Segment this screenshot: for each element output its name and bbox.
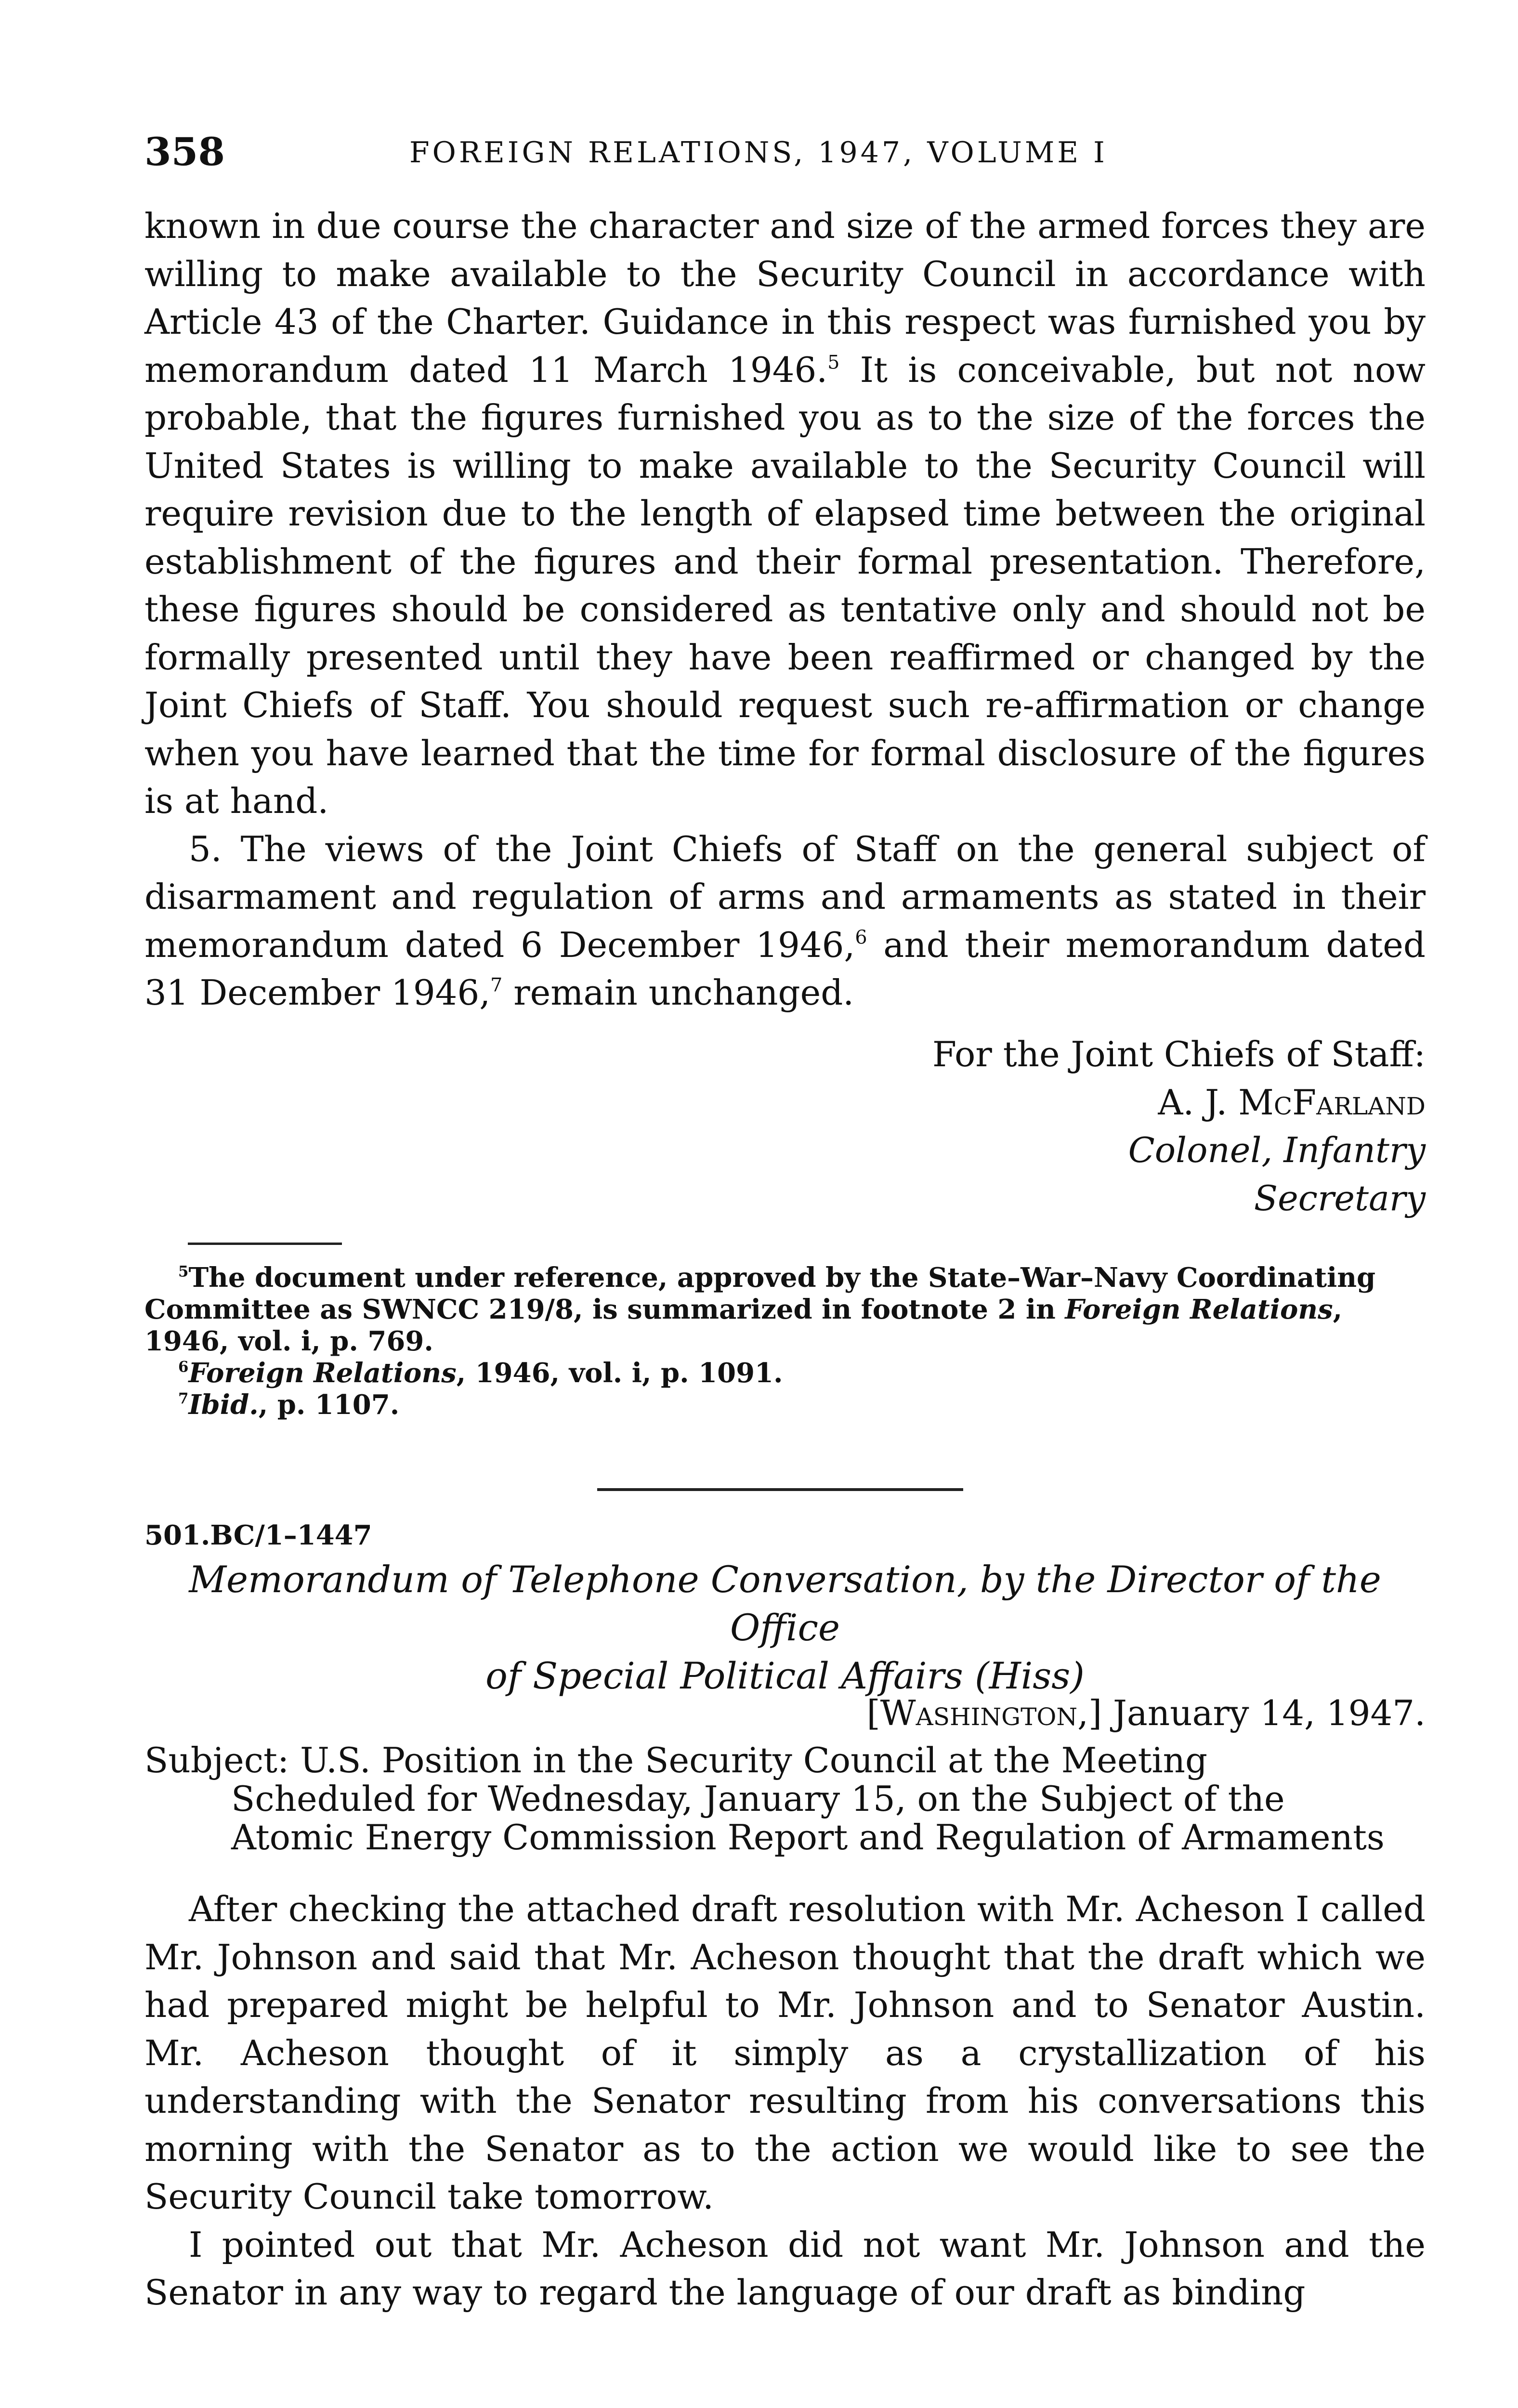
continuation-text: [144, 202, 1426, 1017]
page-number: 358: [144, 129, 225, 174]
dateline: [867, 1693, 1426, 1733]
document-title-line-2: of Special Political Affairs (Hiss): [485, 1654, 1085, 1697]
dateline-date: January 14, 1947.: [1102, 1693, 1426, 1733]
memo-paragraph-1: After checking the attached draft resolution with Mr. Acheson I called Mr. Johnson and said that Mr. Acheson thought that the draft which we had prepared might be helpful to Mr. Johnson and to Senator Austin. Mr. Acheson thought of it simply as a crystallization of his understanding with the Senator resulting from his conversations this morning with the Senator as to the action we would like to see the Security Council take tomorrow.: [144, 1889, 1426, 2217]
subject-line-2: Scheduled for Wednesday, January 15, on the Subject of the: [231, 1779, 1285, 1819]
footnote-7: $^7$Ibid., p. 1107.: [178, 1389, 400, 1421]
memo-text: [144, 1885, 1426, 2317]
paragraph-4: known in due course the character and size of the armed forces they are willing to make available to the Security Council in accordance with Article 43 of the Charter. Guidance in this respect was furnished you by memorandum dated 11 March 1946.$^5$ It is conceivable, but not now probable, that the figures furnished you as to the size of the forces the United States is willing to make available to the Security Council will require revision due to the length of elapsed time between the original establishment of the figures and their formal presentation. Therefore, these figures should be considered as tentative only and should not be formally presented until they have been reaffirmed or changed by the Joint Chiefs of Staff. You should request such re-affirmation or change when you have learned that the time for formal disclosure of the figures is at hand.: [144, 206, 1426, 821]
subject-line-3: Atomic Energy Commission Report and Regulation of Armaments: [231, 1817, 1385, 1858]
signature-rank: Colonel, Infantry: [1128, 1130, 1426, 1170]
signature-block: [932, 1031, 1426, 1222]
footnotes: [144, 1262, 1426, 1421]
paragraph-5: 5. The views of the Joint Chiefs of Staff on the general subject of disarmament and regulation of arms and armaments as stated in their memorandum dated 6 December 1946,$^6$ and their memorandum dated 31 December 1946,$^7$ remain unchanged.: [144, 828, 1426, 1013]
footnote-divider: [188, 1243, 342, 1245]
running-title: FOREIGN RELATIONS, 1947, VOLUME I: [409, 136, 1108, 170]
footnote-6: $^6$Foreign Relations, 1946, vol. i, p. 1091.: [178, 1357, 783, 1389]
page-header: [144, 129, 1426, 177]
signature-for-line: For the Joint Chiefs of Staff:: [932, 1034, 1426, 1074]
document-title: [144, 1556, 1426, 1700]
memo-paragraph-2: I pointed out that Mr. Acheson did not want Mr. Johnson and the Senator in any way to regard the language of our draft as binding: [144, 2224, 1426, 2313]
subject-label: Subject:: [144, 1740, 301, 1780]
signature-title: Secretary: [1254, 1178, 1426, 1218]
signature-name: A. J. McFarland: [1158, 1082, 1426, 1123]
file-number: 501.BC/1–1447: [144, 1519, 372, 1551]
footnote-ref-6: 6: [855, 926, 867, 948]
subject-block: [144, 1741, 1426, 1857]
footnote-ref-5: 5: [827, 351, 840, 373]
section-divider: [597, 1488, 963, 1491]
dateline-place: [Washington,]: [866, 1693, 1102, 1733]
footnote-5: $^5$The document under reference, approved by the State–War–Navy Coordinating Committee as SWNCC 219/8, is summarized in footnote 2 in Foreign Relations, 1946, vol. i, p. 769.: [144, 1262, 1376, 1357]
subject-line-1: Subject: U.S. Position in the Security Council at the Meeting: [144, 1740, 1208, 1780]
document-title-line-1: Memorandum of Telephone Conversation, by the Director of the Office: [189, 1558, 1381, 1649]
footnote-ref-7: 7: [490, 974, 503, 996]
